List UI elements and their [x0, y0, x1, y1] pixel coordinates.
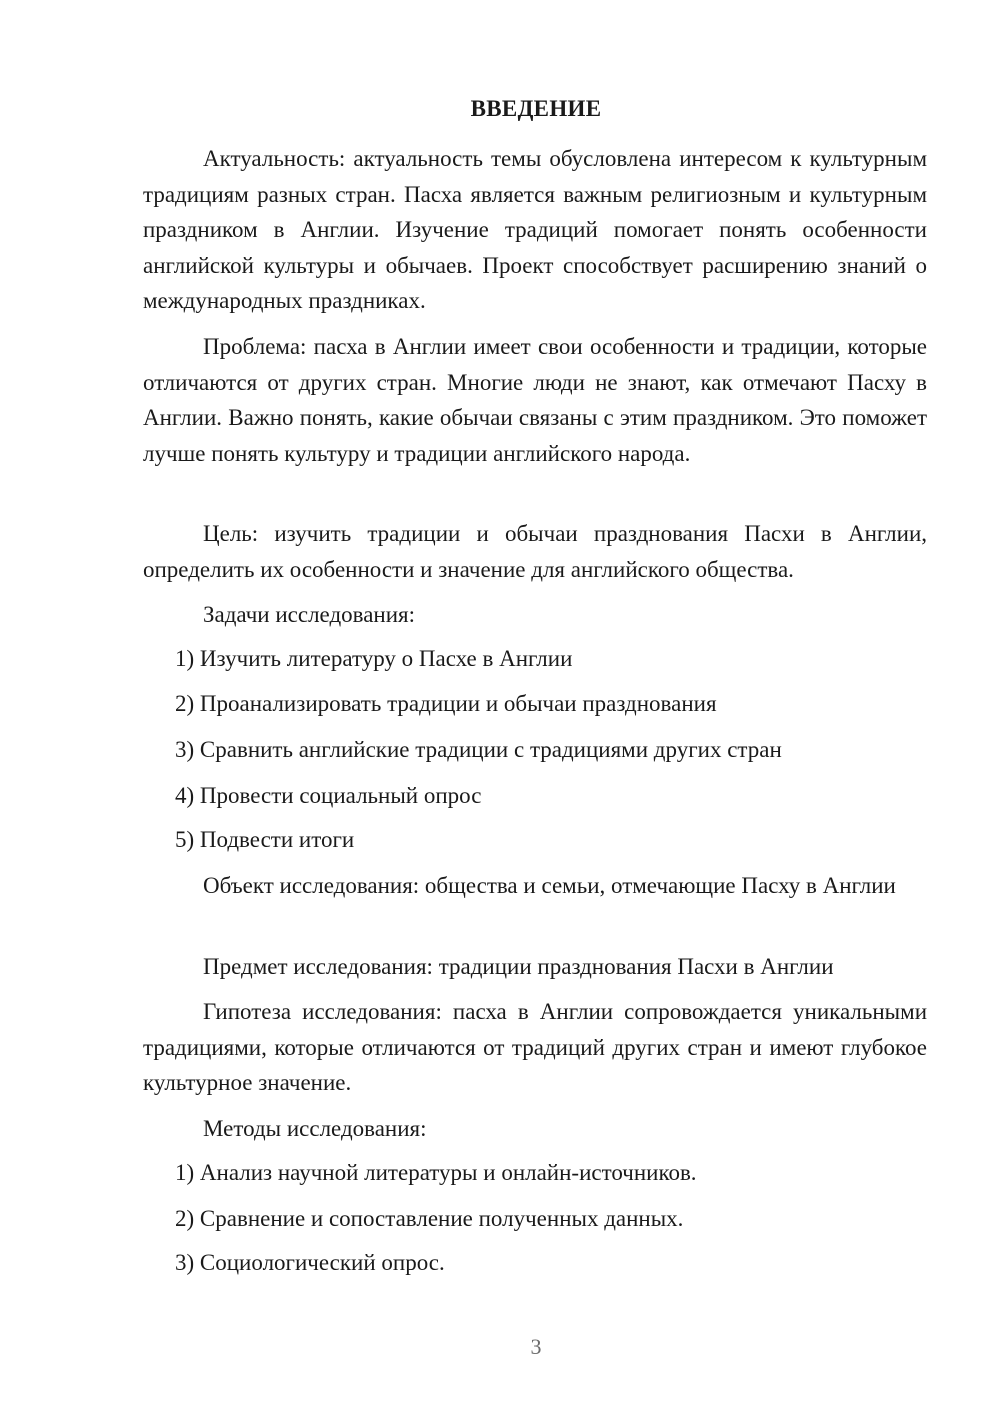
page-number: 3 [530, 1334, 542, 1359]
object-paragraph: Объект исследования: общества и семьи, отмечающие Пасху в Англии [203, 873, 896, 898]
page-title: ВВЕДЕНИЕ [470, 96, 602, 121]
task-item: 5) Подвести итоги [175, 827, 355, 852]
method-item: 1) Анализ научной литературы и онлайн-источников. [175, 1160, 697, 1185]
method-item: 3) Социологический опрос. [175, 1250, 445, 1275]
method-item: 2) Сравнение и сопоставление полученных данных. [175, 1206, 684, 1231]
methods-heading: Методы исследования: [203, 1116, 427, 1141]
tasks-heading: Задачи исследования: [203, 602, 416, 627]
task-item: 3) Сравнить английские традиции с традициями других стран [175, 737, 782, 762]
relevance-paragraph: Актуальность: актуальность темы обусловлена интересом к культурным традициям разных стран. Пасха является важным религиозным и культурным праздником в Англии. Изучение традиций помогает понять особенности английской культуры и обычаев. Проект способствует расширению знаний о международных праздниках. [143, 146, 927, 313]
problem-paragraph: Проблема: пасха в Англии имеет свои особенности и традиции, которые отличаются от других стран. Многие люди не знают, как отмечают Пасху в Англии. Важно понять, какие обычаи связаны с этим праздником. Это поможет лучше понять культуру и традиции английского народа. [143, 334, 927, 466]
hypothesis-paragraph: Гипотеза исследования: пасха в Англии сопровождается уникальными традициями, которые отличаются от традиций других стран и имеют глубокое культурное значение. [143, 999, 927, 1095]
task-item: 4) Провести социальный опрос [175, 783, 482, 808]
subject-paragraph: Предмет исследования: традиции празднования Пасхи в Англии [203, 954, 834, 979]
task-item: 2) Проанализировать традиции и обычаи празднования [175, 691, 717, 716]
task-item: 1) Изучить литературу о Пасхе в Англии [175, 646, 573, 671]
goal-paragraph: Цель: изучить традиции и обычаи празднования Пасхи в Англии, определить их особенности и значение для английского общества. [143, 521, 927, 582]
